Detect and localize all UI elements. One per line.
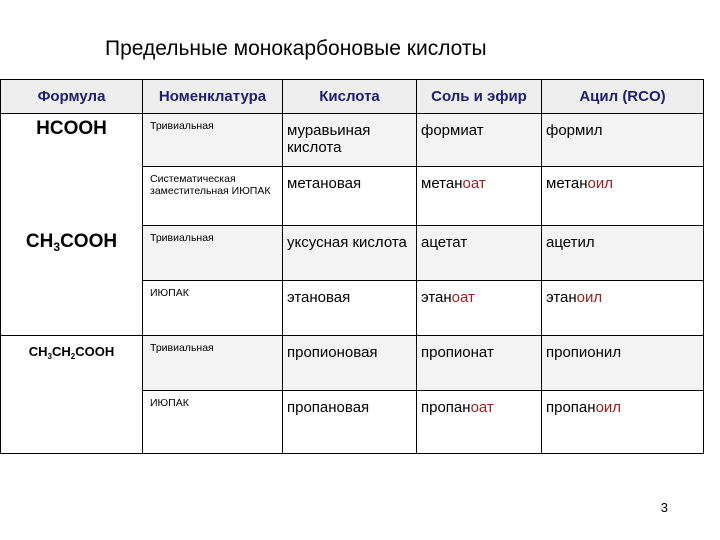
acid-name: пропионовая [287, 344, 378, 361]
header-formula: Формула [1, 80, 143, 114]
nomenclature-label: Систематическая заместительная ИЮПАК [150, 173, 271, 197]
salt-name: пропаноат [421, 399, 494, 416]
salt-name: этаноат [421, 289, 475, 306]
formula-hcooh: HCOOH [36, 118, 107, 139]
nomenclature-label: ИЮПАК [150, 397, 189, 409]
header-nomenclature: Номенклатура [143, 80, 283, 114]
nomenclature-label: ИЮПАК [150, 287, 189, 299]
acids-table [0, 79, 704, 454]
formula-cell-propane [1, 336, 143, 454]
nomenclature-label: Тривиальная [150, 342, 214, 354]
table-row [1, 336, 704, 391]
header-salt-ester: Соль и эфир [417, 80, 542, 114]
acyl-name: метаноил [546, 175, 613, 192]
acyl-name: ацетил [546, 234, 595, 251]
acid-name: метановая [287, 175, 362, 192]
nomenclature-label: Тривиальная [150, 120, 214, 132]
salt-name: пропионат [421, 344, 494, 361]
acyl-name: пропаноил [546, 399, 622, 416]
formula-ch3cooh: $CH_3COOH$ [25, 231, 118, 254]
formula-ch3ch2cooh: $CH_3CH_2COOH$ [28, 344, 115, 361]
nomenclature-label: Тривиальная [150, 232, 214, 244]
acyl-name: пропионил [546, 344, 622, 361]
header-acid: Кислота [283, 80, 417, 114]
table-row [1, 114, 704, 167]
acid-name: муравьиная кислота [287, 122, 371, 156]
salt-name: метаноат [421, 175, 486, 192]
page-number: 3 [660, 500, 668, 515]
header-acyl: Ацил (RCO) [542, 80, 704, 114]
salt-name: формиат [421, 122, 484, 139]
formula-cell-methane-ethane [1, 114, 143, 336]
acyl-name: формил [546, 122, 603, 139]
salt-name: ацетат [421, 234, 468, 251]
slide-title: Предельные монокарбоновые кислоты [105, 37, 487, 60]
acid-name: пропановая [287, 399, 370, 416]
table-header-row [1, 80, 704, 114]
acid-name: уксусная кислота [287, 234, 407, 251]
acid-name: этановая [287, 289, 351, 306]
acyl-name: этаноил [546, 289, 603, 306]
